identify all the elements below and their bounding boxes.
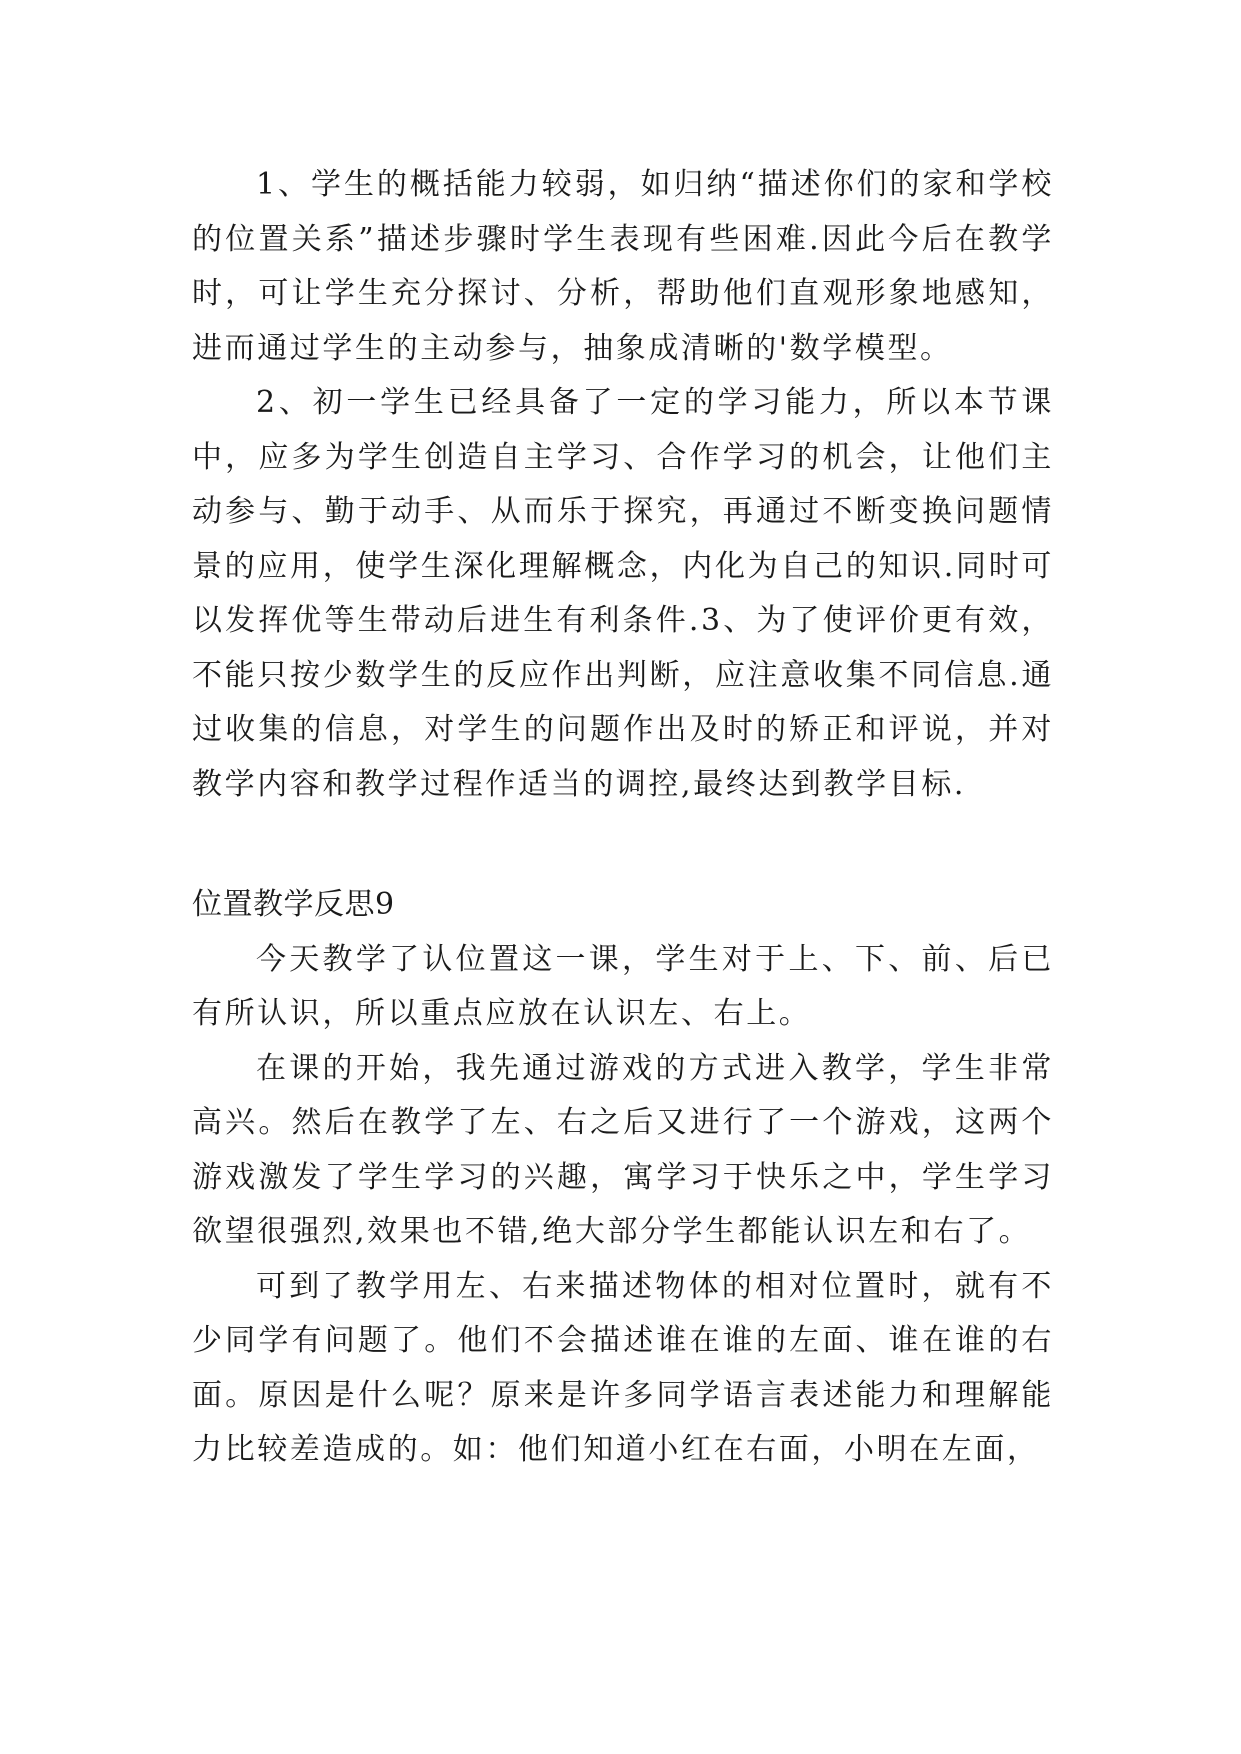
- paragraph-lesson-intro: 今天教学了认位置这一课，学生对于上、下、前、后已有所认识，所以重点应放在认识左、右上。: [192, 941, 1054, 1031]
- document-body: [192, 158, 1054, 1478]
- paragraph-lesson-games: 在课的开始，我先通过游戏的方式进入教学，学生非常高兴。然后在教学了左、右之后又进行了一个游戏，这两个游戏激发了学生学习的兴趣，寓学习于快乐之中，学生学习欲望很强烈,效果也不错,绝大部分学生都能认识左和右了。: [192, 1050, 1054, 1249]
- paragraph-reflection-point-1: 1、学生的概括能力较弱，如归纳“描述你们的家和学校的位置关系”描述步骤时学生表现有些困难.因此今后在教学时，可让学生充分探讨、分析，帮助他们直观形象地感知，进而通过学生的主动参与，抽象成清晰的'数学模型。: [192, 167, 1054, 366]
- paragraph-lesson-problems: 可到了教学用左、右来描述物体的相对位置时，就有不少同学有问题了。他们不会描述谁在谁的左面、谁在谁的右面。原因是什么呢？原来是许多同学语言表述能力和理解能力比较差造成的。如：他们知道小红在右面，小明在左面，: [192, 1268, 1054, 1467]
- paragraph-reflection-point-2-3: 2、初一学生已经具备了一定的学习能力，所以本节课中，应多为学生创造自主学习、合作学习的机会，让他们主动参与、勤于动手、从而乐于探究，再通过不断变换问题情景的应用，使学生深化理解概念，内化为自己的知识.同时可以发挥优等生带动后进生有利条件.3、为了使评价更有效，不能只按少数学生的反应作出判断，应注意收集不同信息.通过收集的信息，对学生的问题作出及时的矫正和评说，并对教学内容和教学过程作适当的调控,最终达到教学目标.: [192, 385, 1054, 802]
- section-heading: 位置教学反思9: [192, 887, 395, 922]
